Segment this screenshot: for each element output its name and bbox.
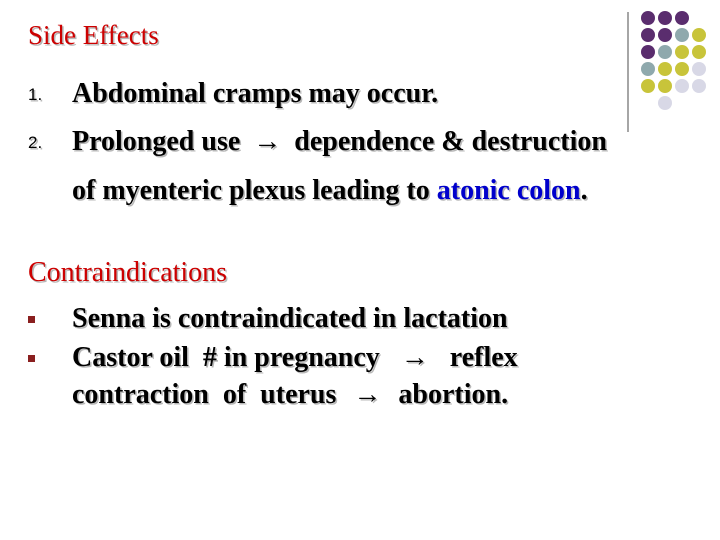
contraindications-heading: Contraindications xyxy=(28,257,228,288)
item-text-line-2 xyxy=(72,177,588,205)
decoration-dot xyxy=(658,79,672,93)
text: Prolonged use xyxy=(72,126,241,157)
decoration-dot xyxy=(658,28,672,42)
decoration-dot xyxy=(641,62,655,76)
decoration-dot xyxy=(658,96,672,110)
text: dependence & destruction xyxy=(294,126,607,157)
item-number: 1. xyxy=(28,85,43,104)
decoration-dot xyxy=(675,28,689,42)
item-text: Abdominal cramps may occur. xyxy=(72,78,439,109)
arrow-icon: → xyxy=(400,342,429,373)
item-text-line-2 xyxy=(72,381,508,409)
decoration-dot xyxy=(658,45,672,59)
decoration-dot xyxy=(692,62,706,76)
arrow-icon: → xyxy=(253,126,282,157)
side-effects-heading: Side Effects xyxy=(28,20,159,50)
decoration-dot xyxy=(641,79,655,93)
decoration-dot xyxy=(658,11,672,25)
decoration-dot xyxy=(675,11,689,25)
decoration-dot xyxy=(675,45,689,59)
decoration-dot xyxy=(641,11,655,25)
item-text-line-1 xyxy=(72,344,518,372)
item-number: 2. xyxy=(28,133,43,152)
text: of myenteric plexus leading to xyxy=(72,175,437,206)
decoration-dot xyxy=(692,79,706,93)
text: abortion. xyxy=(398,379,509,410)
text: Castor oil # in pregnancy xyxy=(72,342,380,373)
decoration-dot xyxy=(641,45,655,59)
decoration-dot xyxy=(692,28,706,42)
bullet-icon xyxy=(28,355,35,362)
decoration-dot xyxy=(675,79,689,93)
text: contraction of uterus xyxy=(72,379,337,410)
item-text-line-1 xyxy=(72,128,607,156)
decoration-dot xyxy=(641,28,655,42)
decoration-dot xyxy=(675,62,689,76)
highlight-text: atonic colon xyxy=(436,175,581,206)
text: reflex xyxy=(449,342,518,373)
item-text: Senna is contraindicated in lactation xyxy=(72,303,508,334)
text: . xyxy=(580,175,588,206)
decoration-dot xyxy=(692,45,706,59)
bullet-icon xyxy=(28,316,35,323)
decoration-dot xyxy=(658,62,672,76)
arrow-icon: → xyxy=(353,379,382,410)
